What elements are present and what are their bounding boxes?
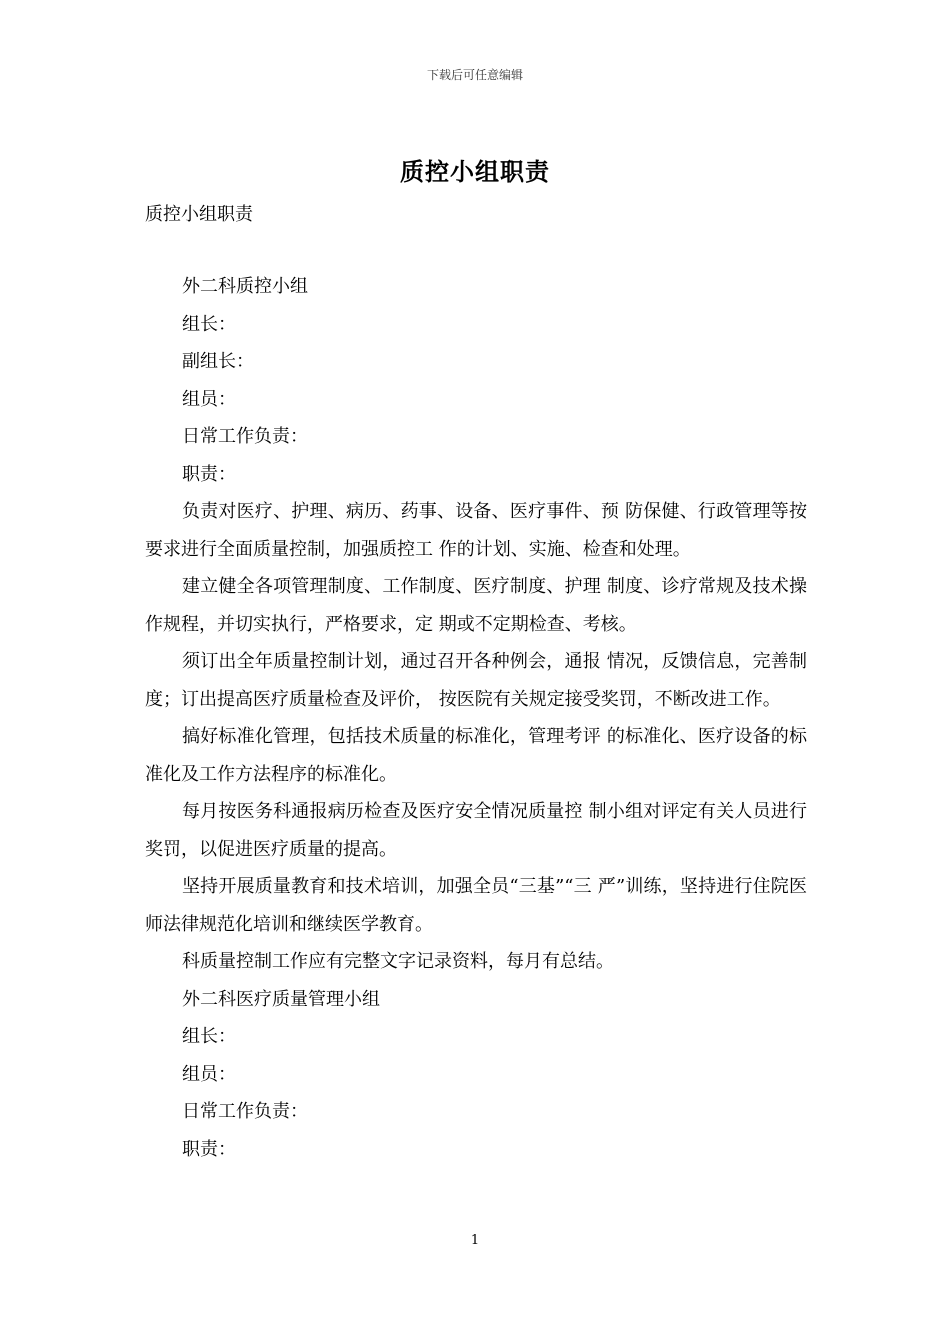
body-paragraph: 职责： xyxy=(182,463,236,485)
body-paragraph: 坚持开展质量教育和技术培训，加强全员“三基”“三 严”训练，坚持进行住院医师法律规范化培训和继续医学教育。 xyxy=(145,876,807,935)
body-paragraph: 外二科质控小组 xyxy=(182,276,308,297)
body-paragraph: 组长： xyxy=(182,1026,236,1047)
body-paragraph: 外二科医疗质量管理小组 xyxy=(182,988,380,1010)
page-header-note: 下载后可任意编辑 xyxy=(426,68,523,82)
body-paragraph: 组员： xyxy=(182,388,236,410)
document-body xyxy=(145,268,807,1168)
body-paragraph: 日常工作负责： xyxy=(182,1101,308,1122)
body-paragraph: 建立健全各项管理制度、工作制度、医疗制度、护理 制度、诊疗常规及技术操作规程，并切实执行，严格要求，定 期或不定期检查、考核。 xyxy=(145,576,807,635)
page-number: 1 xyxy=(470,1233,480,1248)
body-paragraph: 搞好标准化管理，包括技术质量的标准化，管理考评 的标准化、医疗设备的标准化及工作方法程序的标准化。 xyxy=(145,726,807,785)
document-title: 质控小组职责 xyxy=(400,157,550,186)
body-paragraph: 职责： xyxy=(182,1138,236,1160)
body-paragraph: 日常工作负责： xyxy=(182,426,308,447)
body-paragraph: 副组长： xyxy=(182,351,254,372)
body-paragraph: 每月按医务科通报病历检查及医疗安全情况质量控 制小组对评定有关人员进行奖罚，以促进医疗质量的提高。 xyxy=(145,801,807,860)
document-subtitle: 质控小组职责 xyxy=(145,204,253,225)
body-paragraph: 组长： xyxy=(182,313,236,335)
body-paragraph: 负责对医疗、护理、病历、药事、设备、医疗事件、预 防保健、行政管理等按要求进行全面质量控制，加强质控工 作的计划、实施、检查和处理。 xyxy=(145,501,807,560)
body-paragraph: 须订出全年质量控制计划，通过召开各种例会，通报 情况，反馈信息，完善制度；订出提高医疗质量检查及评价， 按医院有关规定接受奖罚，不断改进工作。 xyxy=(145,651,807,710)
body-paragraph: 科质量控制工作应有完整文字记录资料，每月有总结。 xyxy=(182,951,614,972)
body-paragraph: 组员： xyxy=(182,1063,236,1085)
